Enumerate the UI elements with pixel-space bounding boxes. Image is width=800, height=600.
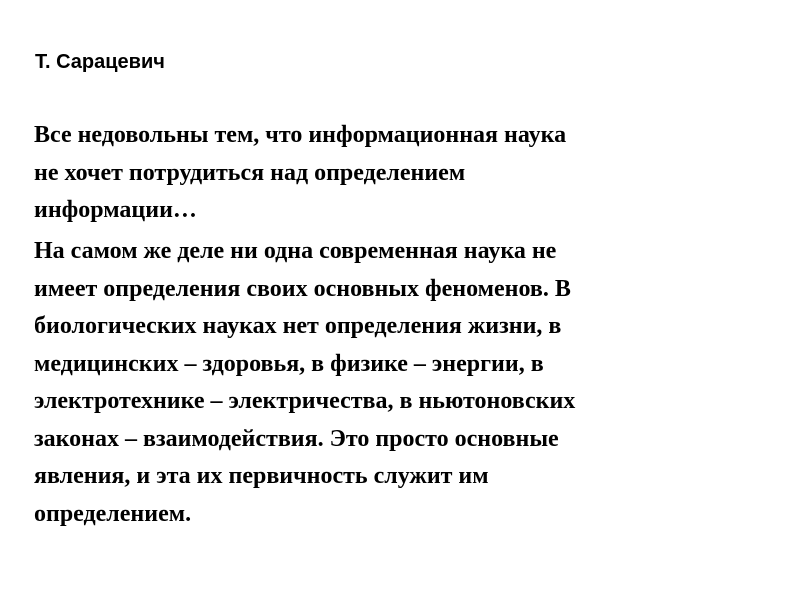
- text-line: определением.: [34, 500, 192, 527]
- author-heading: Т. Сарацевич: [35, 51, 165, 73]
- text-line: биологических науках нет определения жизни, в: [34, 313, 562, 339]
- text-line: явления, и эта их первичность служит им: [34, 463, 489, 489]
- text-line: информации…: [34, 197, 197, 223]
- quote-paragraph-1: [34, 117, 784, 230]
- text-line: имеет определения своих основных феноменов. В: [34, 275, 571, 302]
- text-line: электротехнике – электричества, в ньютоновских: [34, 388, 576, 414]
- text-line: не хочет потрудиться над определением: [34, 159, 466, 186]
- text-line: медицинских – здоровья, в физике – энергии, в: [34, 350, 544, 377]
- text-line: Все недовольны тем, что информационная наука: [34, 122, 567, 148]
- text-line: На самом же деле ни одна современная наука не: [34, 238, 557, 264]
- quote-paragraph-2: [34, 233, 784, 533]
- text-line: законах – взаимодействия. Это просто основные: [34, 425, 559, 452]
